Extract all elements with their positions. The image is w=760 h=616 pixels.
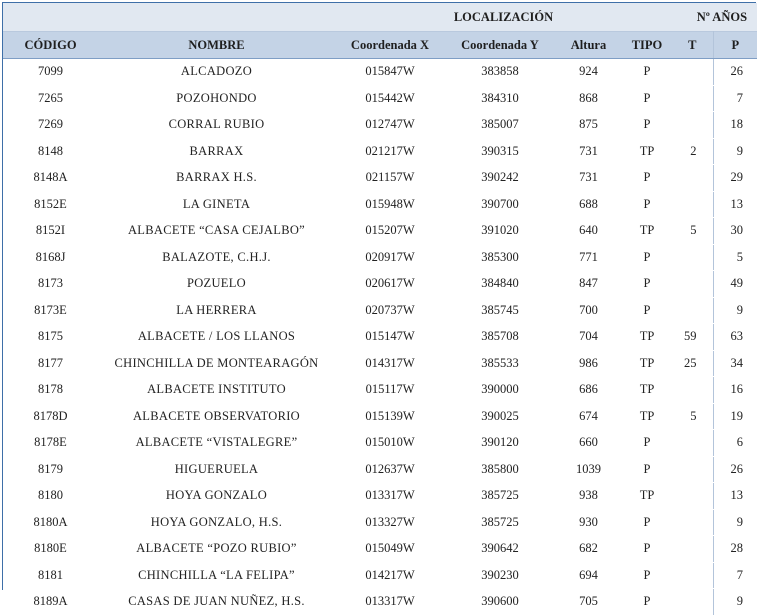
altura-cell: 682 bbox=[555, 536, 622, 563]
t-cell: 5 bbox=[672, 403, 713, 430]
t-cell bbox=[672, 59, 713, 86]
altura-cell: 640 bbox=[555, 218, 622, 245]
coord-y-cell: 384840 bbox=[445, 271, 555, 298]
nombre-cell: CORRAL RUBIO bbox=[98, 112, 335, 139]
tipo-cell: P bbox=[622, 456, 672, 483]
p-cell: 19 bbox=[713, 403, 757, 430]
codigo-cell: 8177 bbox=[3, 350, 98, 377]
altura-cell: 686 bbox=[555, 377, 622, 404]
table-row bbox=[3, 377, 757, 404]
coord-y-cell: 390600 bbox=[445, 589, 555, 616]
stations-table bbox=[3, 3, 757, 616]
altura-cell: 938 bbox=[555, 483, 622, 510]
n-anos-header: Nº AÑOS bbox=[672, 3, 757, 32]
coord-y-cell: 390242 bbox=[445, 165, 555, 192]
table-row bbox=[3, 456, 757, 483]
t-cell bbox=[672, 430, 713, 457]
coord-y-cell: 390000 bbox=[445, 377, 555, 404]
altura-cell: 924 bbox=[555, 59, 622, 86]
nombre-cell: ALBACETE INSTITUTO bbox=[98, 377, 335, 404]
codigo-cell: 8178E bbox=[3, 430, 98, 457]
tipo-cell: P bbox=[622, 536, 672, 563]
altura-cell: 771 bbox=[555, 244, 622, 271]
p-cell: 7 bbox=[713, 85, 757, 112]
p-cell: 26 bbox=[713, 456, 757, 483]
t-cell bbox=[672, 165, 713, 192]
coord-y-cell: 385800 bbox=[445, 456, 555, 483]
nombre-cell: ALBACETE OBSERVATORIO bbox=[98, 403, 335, 430]
coord-x-cell: 015147W bbox=[335, 324, 445, 351]
codigo-cell: 8189A bbox=[3, 589, 98, 616]
table-row bbox=[3, 589, 757, 616]
t-cell bbox=[672, 85, 713, 112]
coord-y-cell: 390230 bbox=[445, 562, 555, 589]
codigo-cell: 8148 bbox=[3, 138, 98, 165]
nombre-cell: ALBACETE / LOS LLANOS bbox=[98, 324, 335, 351]
column-header-row bbox=[3, 32, 757, 59]
altura-cell: 1039 bbox=[555, 456, 622, 483]
nombre-cell: LA GINETA bbox=[98, 191, 335, 218]
t-cell: 25 bbox=[672, 350, 713, 377]
col-altura: Altura bbox=[555, 32, 622, 59]
table-row bbox=[3, 85, 757, 112]
altura-cell: 660 bbox=[555, 430, 622, 457]
coord-y-cell: 390315 bbox=[445, 138, 555, 165]
p-cell: 28 bbox=[713, 536, 757, 563]
p-cell: 7 bbox=[713, 562, 757, 589]
col-t: T bbox=[672, 32, 713, 59]
codigo-cell: 8180E bbox=[3, 536, 98, 563]
table-row bbox=[3, 218, 757, 245]
tipo-cell: P bbox=[622, 165, 672, 192]
table-row bbox=[3, 271, 757, 298]
coord-x-cell: 013317W bbox=[335, 483, 445, 510]
coord-x-cell: 015117W bbox=[335, 377, 445, 404]
t-cell: 2 bbox=[672, 138, 713, 165]
p-cell: 16 bbox=[713, 377, 757, 404]
coord-x-cell: 014217W bbox=[335, 562, 445, 589]
t-cell bbox=[672, 562, 713, 589]
codigo-cell: 7099 bbox=[3, 59, 98, 86]
t-cell bbox=[672, 536, 713, 563]
codigo-cell: 8148A bbox=[3, 165, 98, 192]
coord-x-cell: 015948W bbox=[335, 191, 445, 218]
col-nombre: NOMBRE bbox=[98, 32, 335, 59]
codigo-cell: 8175 bbox=[3, 324, 98, 351]
codigo-cell: 8173 bbox=[3, 271, 98, 298]
coord-y-cell: 385708 bbox=[445, 324, 555, 351]
coord-x-cell: 015139W bbox=[335, 403, 445, 430]
p-cell: 30 bbox=[713, 218, 757, 245]
coord-x-cell: 013327W bbox=[335, 509, 445, 536]
p-cell: 9 bbox=[713, 138, 757, 165]
col-codigo: CÓDIGO bbox=[3, 32, 98, 59]
tipo-cell: P bbox=[622, 112, 672, 139]
nombre-cell: CHINCHILLA DE MONTEARAGÓN bbox=[98, 350, 335, 377]
coord-x-cell: 020917W bbox=[335, 244, 445, 271]
codigo-cell: 8180A bbox=[3, 509, 98, 536]
table-row bbox=[3, 483, 757, 510]
nombre-cell: ALBACETE “POZO RUBIO” bbox=[98, 536, 335, 563]
tipo-cell: P bbox=[622, 85, 672, 112]
altura-cell: 847 bbox=[555, 271, 622, 298]
coord-y-cell: 385725 bbox=[445, 483, 555, 510]
nombre-cell: BALAZOTE, C.H.J. bbox=[98, 244, 335, 271]
tipo-cell: P bbox=[622, 59, 672, 86]
p-cell: 9 bbox=[713, 509, 757, 536]
col-p: P bbox=[713, 32, 757, 59]
localizacion-header: LOCALIZACIÓN bbox=[335, 3, 672, 32]
p-cell: 13 bbox=[713, 191, 757, 218]
nombre-cell: POZUELO bbox=[98, 271, 335, 298]
coord-y-cell: 385533 bbox=[445, 350, 555, 377]
coord-x-cell: 021157W bbox=[335, 165, 445, 192]
coord-x-cell: 015847W bbox=[335, 59, 445, 86]
table-row bbox=[3, 536, 757, 563]
codigo-cell: 8179 bbox=[3, 456, 98, 483]
nombre-cell: HIGUERUELA bbox=[98, 456, 335, 483]
table-row bbox=[3, 297, 757, 324]
nombre-cell: CASAS DE JUAN NUÑEZ, H.S. bbox=[98, 589, 335, 616]
table-row bbox=[3, 509, 757, 536]
p-cell: 34 bbox=[713, 350, 757, 377]
altura-cell: 875 bbox=[555, 112, 622, 139]
t-cell: 5 bbox=[672, 218, 713, 245]
col-tipo: TIPO bbox=[622, 32, 672, 59]
p-cell: 18 bbox=[713, 112, 757, 139]
altura-cell: 868 bbox=[555, 85, 622, 112]
t-cell bbox=[672, 456, 713, 483]
codigo-cell: 8173E bbox=[3, 297, 98, 324]
codigo-cell: 8168J bbox=[3, 244, 98, 271]
altura-cell: 700 bbox=[555, 297, 622, 324]
tipo-cell: P bbox=[622, 297, 672, 324]
stations-table-frame bbox=[2, 2, 756, 609]
nombre-cell: HOYA GONZALO, H.S. bbox=[98, 509, 335, 536]
table-row bbox=[3, 244, 757, 271]
coord-y-cell: 391020 bbox=[445, 218, 555, 245]
altura-cell: 688 bbox=[555, 191, 622, 218]
col-coord-x: Coordenada X bbox=[335, 32, 445, 59]
coord-y-cell: 390642 bbox=[445, 536, 555, 563]
coord-x-cell: 013317W bbox=[335, 589, 445, 616]
codigo-cell: 8178D bbox=[3, 403, 98, 430]
tipo-cell: P bbox=[622, 191, 672, 218]
tipo-cell: TP bbox=[622, 218, 672, 245]
tipo-cell: P bbox=[622, 589, 672, 616]
t-cell bbox=[672, 297, 713, 324]
p-cell: 29 bbox=[713, 165, 757, 192]
codigo-cell: 8152I bbox=[3, 218, 98, 245]
tipo-cell: TP bbox=[622, 403, 672, 430]
tipo-cell: P bbox=[622, 562, 672, 589]
coord-x-cell: 015442W bbox=[335, 85, 445, 112]
p-cell: 26 bbox=[713, 59, 757, 86]
t-cell bbox=[672, 589, 713, 616]
coord-y-cell: 390025 bbox=[445, 403, 555, 430]
codigo-cell: 8181 bbox=[3, 562, 98, 589]
t-cell: 59 bbox=[672, 324, 713, 351]
t-cell bbox=[672, 191, 713, 218]
table-row bbox=[3, 350, 757, 377]
coord-x-cell: 015049W bbox=[335, 536, 445, 563]
p-cell: 9 bbox=[713, 297, 757, 324]
nombre-cell: ALBACETE “VISTALEGRE” bbox=[98, 430, 335, 457]
coord-y-cell: 385745 bbox=[445, 297, 555, 324]
nombre-cell: LA HERRERA bbox=[98, 297, 335, 324]
codigo-cell: 7265 bbox=[3, 85, 98, 112]
tipo-cell: TP bbox=[622, 377, 672, 404]
tipo-cell: P bbox=[622, 430, 672, 457]
coord-x-cell: 020617W bbox=[335, 271, 445, 298]
table-row bbox=[3, 165, 757, 192]
altura-cell: 704 bbox=[555, 324, 622, 351]
coord-y-cell: 385007 bbox=[445, 112, 555, 139]
t-cell bbox=[672, 112, 713, 139]
altura-cell: 986 bbox=[555, 350, 622, 377]
tipo-cell: TP bbox=[622, 350, 672, 377]
coord-y-cell: 390120 bbox=[445, 430, 555, 457]
p-cell: 5 bbox=[713, 244, 757, 271]
nombre-cell: HOYA GONZALO bbox=[98, 483, 335, 510]
codigo-cell: 8180 bbox=[3, 483, 98, 510]
coord-x-cell: 020737W bbox=[335, 297, 445, 324]
p-cell: 9 bbox=[713, 589, 757, 616]
p-cell: 49 bbox=[713, 271, 757, 298]
tipo-cell: TP bbox=[622, 324, 672, 351]
p-cell: 6 bbox=[713, 430, 757, 457]
table-body bbox=[3, 59, 757, 616]
table-row bbox=[3, 112, 757, 139]
tipo-cell: P bbox=[622, 271, 672, 298]
table-row bbox=[3, 59, 757, 86]
coord-x-cell: 021217W bbox=[335, 138, 445, 165]
coord-y-cell: 390700 bbox=[445, 191, 555, 218]
col-coord-y: Coordenada Y bbox=[445, 32, 555, 59]
codigo-cell: 8178 bbox=[3, 377, 98, 404]
tipo-cell: TP bbox=[622, 483, 672, 510]
altura-cell: 930 bbox=[555, 509, 622, 536]
table-row bbox=[3, 138, 757, 165]
coord-x-cell: 015010W bbox=[335, 430, 445, 457]
table-row bbox=[3, 324, 757, 351]
altura-cell: 731 bbox=[555, 138, 622, 165]
t-cell bbox=[672, 271, 713, 298]
codigo-cell: 7269 bbox=[3, 112, 98, 139]
p-cell: 13 bbox=[713, 483, 757, 510]
coord-y-cell: 384310 bbox=[445, 85, 555, 112]
altura-cell: 731 bbox=[555, 165, 622, 192]
nombre-cell: BARRAX bbox=[98, 138, 335, 165]
tipo-cell: P bbox=[622, 509, 672, 536]
coord-x-cell: 012637W bbox=[335, 456, 445, 483]
t-cell bbox=[672, 244, 713, 271]
tipo-cell: TP bbox=[622, 138, 672, 165]
table-row bbox=[3, 403, 757, 430]
nombre-cell: ALCADOZO bbox=[98, 59, 335, 86]
nombre-cell: BARRAX H.S. bbox=[98, 165, 335, 192]
p-cell: 63 bbox=[713, 324, 757, 351]
codigo-cell: 8152E bbox=[3, 191, 98, 218]
coord-y-cell: 385300 bbox=[445, 244, 555, 271]
nombre-cell: CHINCHILLA “LA FELIPA” bbox=[98, 562, 335, 589]
tipo-cell: P bbox=[622, 244, 672, 271]
coord-y-cell: 383858 bbox=[445, 59, 555, 86]
altura-cell: 705 bbox=[555, 589, 622, 616]
coord-y-cell: 385725 bbox=[445, 509, 555, 536]
table-row bbox=[3, 191, 757, 218]
table-row bbox=[3, 562, 757, 589]
coord-x-cell: 012747W bbox=[335, 112, 445, 139]
t-cell bbox=[672, 483, 713, 510]
nombre-cell: ALBACETE “CASA CEJALBO” bbox=[98, 218, 335, 245]
t-cell bbox=[672, 509, 713, 536]
table-row bbox=[3, 430, 757, 457]
altura-cell: 674 bbox=[555, 403, 622, 430]
nombre-cell: POZOHONDO bbox=[98, 85, 335, 112]
t-cell bbox=[672, 377, 713, 404]
coord-x-cell: 015207W bbox=[335, 218, 445, 245]
altura-cell: 694 bbox=[555, 562, 622, 589]
header-group-row bbox=[3, 3, 757, 32]
coord-x-cell: 014317W bbox=[335, 350, 445, 377]
